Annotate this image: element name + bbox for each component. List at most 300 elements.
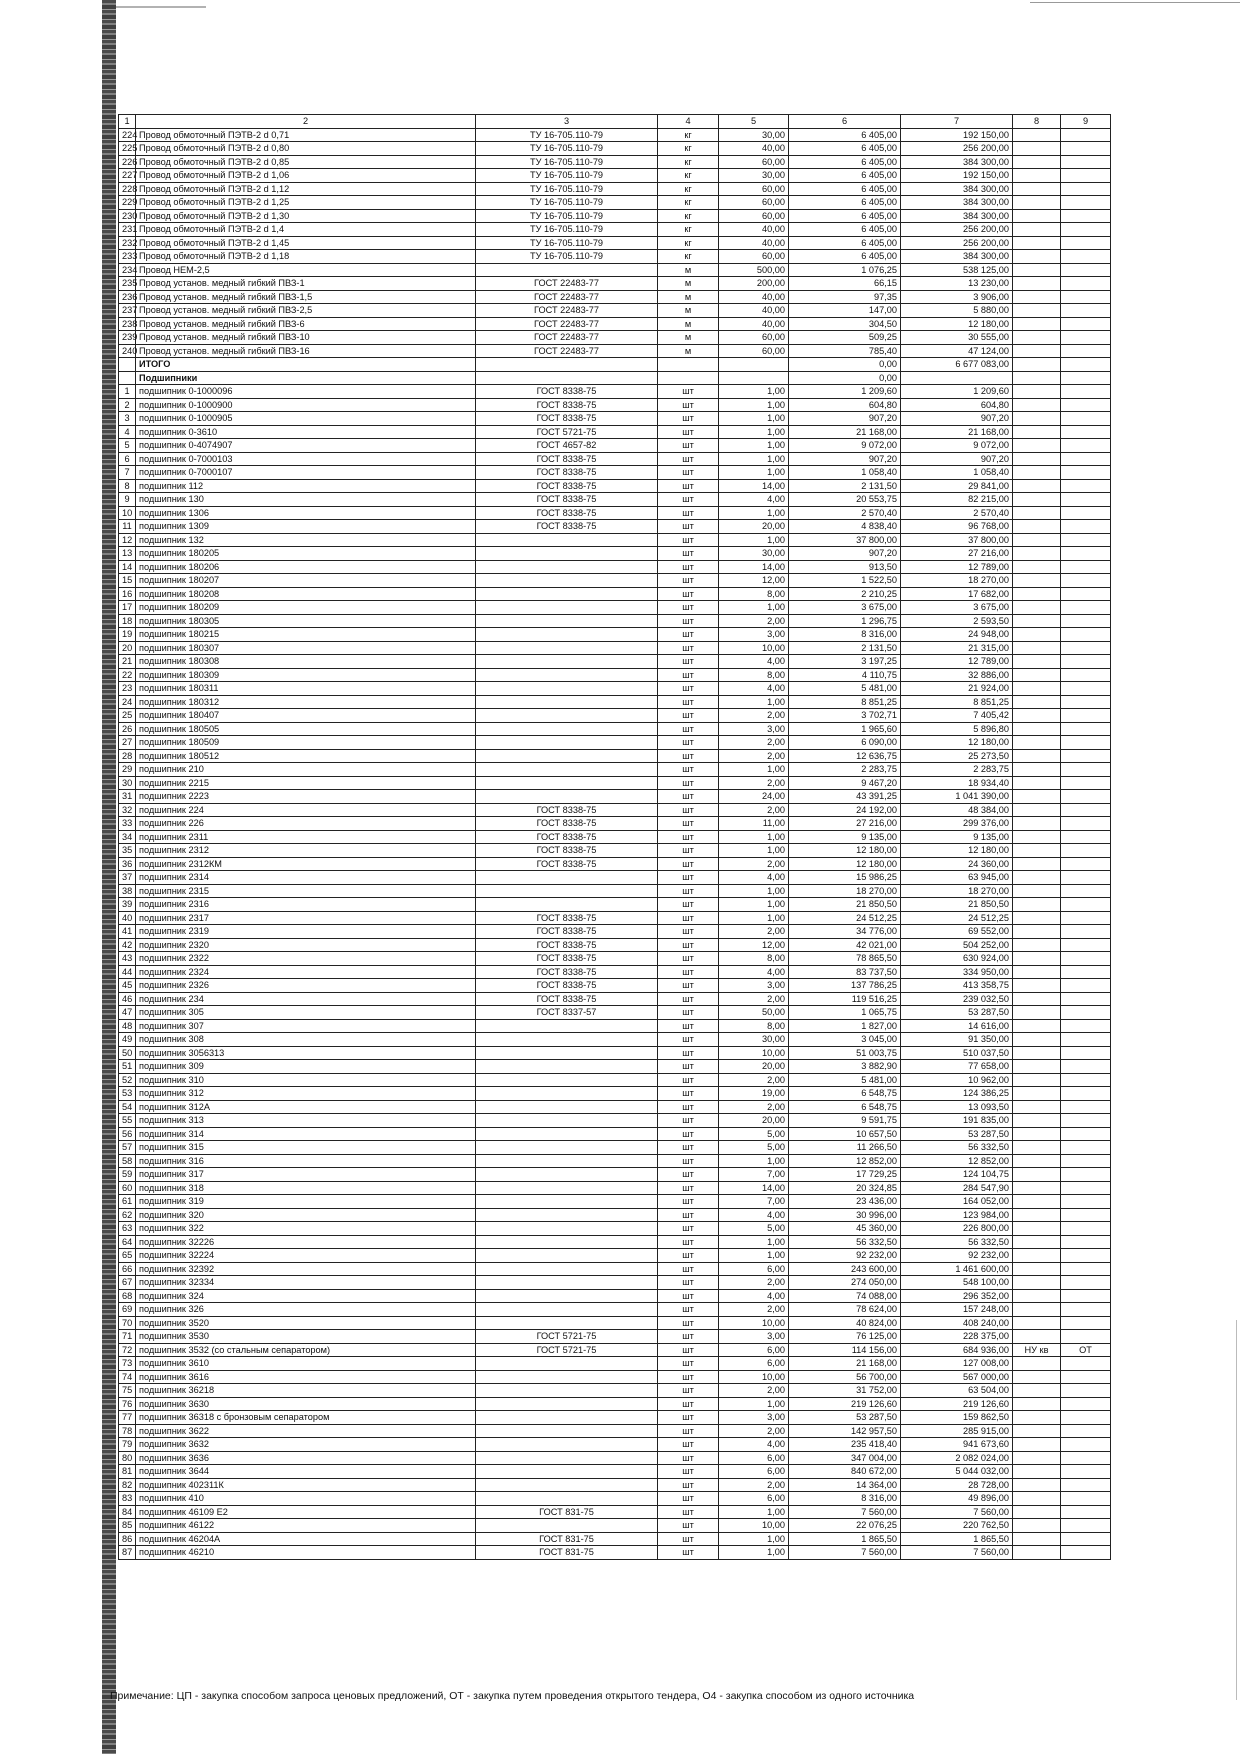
total-cell: 6 677 083,00 <box>901 358 1013 372</box>
col-9-cell <box>1061 304 1111 318</box>
row-number-cell: 71 <box>119 1330 136 1344</box>
table-row <box>119 466 1111 480</box>
row-number-cell <box>119 371 136 385</box>
quantity-cell: 40,00 <box>719 142 789 156</box>
total-cell: 408 240,00 <box>901 1316 1013 1330</box>
item-name-cell: Провод установ. медный гибкий ПВЗ-6 <box>136 317 476 331</box>
table-row <box>119 1195 1111 1209</box>
standard-cell <box>476 1019 658 1033</box>
quantity-cell: 40,00 <box>719 223 789 237</box>
col-9-cell <box>1061 817 1111 831</box>
col-8-cell <box>1013 574 1061 588</box>
unit-cell: кг <box>658 169 719 183</box>
unit-cell: шт <box>658 776 719 790</box>
quantity-cell: 2,00 <box>719 857 789 871</box>
row-number-cell: 22 <box>119 668 136 682</box>
row-number-cell: 60 <box>119 1181 136 1195</box>
unit-cell: шт <box>658 709 719 723</box>
total-cell: 157 248,00 <box>901 1303 1013 1317</box>
unit-price-cell: 14 364,00 <box>789 1478 901 1492</box>
table-row <box>119 979 1111 993</box>
table-row <box>119 1100 1111 1114</box>
table-row <box>119 1424 1111 1438</box>
item-name-cell: подшипник 3644 <box>136 1465 476 1479</box>
col-8-cell: НУ кв <box>1013 1343 1061 1357</box>
total-cell: 30 555,00 <box>901 331 1013 345</box>
item-name-cell: подшипник 234 <box>136 992 476 1006</box>
quantity-cell: 14,00 <box>719 560 789 574</box>
col-8-cell <box>1013 250 1061 264</box>
standard-cell <box>476 1316 658 1330</box>
total-cell: 220 762,50 <box>901 1519 1013 1533</box>
standard-cell <box>476 1478 658 1492</box>
standard-cell <box>476 695 658 709</box>
quantity-cell: 2,00 <box>719 709 789 723</box>
row-number-cell: 236 <box>119 290 136 304</box>
unit-price-cell: 604,80 <box>789 398 901 412</box>
col-8-cell <box>1013 358 1061 372</box>
quantity-cell: 24,00 <box>719 790 789 804</box>
quantity-cell: 60,00 <box>719 182 789 196</box>
item-name-cell: подшипник 0-7000103 <box>136 452 476 466</box>
unit-price-cell: 10 657,50 <box>789 1127 901 1141</box>
item-name-cell: подшипник 180209 <box>136 601 476 615</box>
procurement-table <box>118 114 1111 1560</box>
item-name-cell: подшипник 2320 <box>136 938 476 952</box>
unit-price-cell: 1 296,75 <box>789 614 901 628</box>
standard-cell: ГОСТ 8338-75 <box>476 992 658 1006</box>
unit-price-cell: 2 283,75 <box>789 763 901 777</box>
unit-cell: шт <box>658 1303 719 1317</box>
unit-cell: кг <box>658 223 719 237</box>
quantity-cell: 1,00 <box>719 695 789 709</box>
unit-cell: шт <box>658 844 719 858</box>
total-cell: 77 658,00 <box>901 1060 1013 1074</box>
total-cell: 3 906,00 <box>901 290 1013 304</box>
unit-cell: шт <box>658 763 719 777</box>
row-number-cell: 36 <box>119 857 136 871</box>
table-row <box>119 1087 1111 1101</box>
unit-price-cell: 6 405,00 <box>789 196 901 210</box>
unit-price-cell: 1 065,75 <box>789 1006 901 1020</box>
standard-cell: ГОСТ 8338-75 <box>476 466 658 480</box>
standard-cell: ТУ 16-705.110-79 <box>476 236 658 250</box>
item-name-cell: подшипник 180512 <box>136 749 476 763</box>
row-number-cell: 28 <box>119 749 136 763</box>
total-cell: 12 180,00 <box>901 844 1013 858</box>
item-name-cell: подшипник 410 <box>136 1492 476 1506</box>
col-9-cell <box>1061 1357 1111 1371</box>
standard-cell <box>476 1276 658 1290</box>
unit-cell: шт <box>658 466 719 480</box>
quantity-cell: 10,00 <box>719 1316 789 1330</box>
quantity-cell: 60,00 <box>719 155 789 169</box>
standard-cell: ГОСТ 831-75 <box>476 1505 658 1519</box>
quantity-cell: 4,00 <box>719 1438 789 1452</box>
table-row <box>119 1370 1111 1384</box>
col-8-cell <box>1013 1411 1061 1425</box>
row-number-cell: 226 <box>119 155 136 169</box>
table-row <box>119 776 1111 790</box>
col-9-cell <box>1061 479 1111 493</box>
table-row <box>119 736 1111 750</box>
unit-cell: шт <box>658 655 719 669</box>
table-row <box>119 830 1111 844</box>
unit-cell: шт <box>658 1478 719 1492</box>
col-8-cell <box>1013 304 1061 318</box>
quantity-cell: 1,00 <box>719 844 789 858</box>
table-row <box>119 641 1111 655</box>
unit-cell: шт <box>658 1276 719 1290</box>
unit-price-cell: 6 405,00 <box>789 236 901 250</box>
table-row <box>119 655 1111 669</box>
quantity-cell: 40,00 <box>719 304 789 318</box>
standard-cell: ГОСТ 8337-57 <box>476 1006 658 1020</box>
col-8-cell <box>1013 1370 1061 1384</box>
unit-cell: шт <box>658 1235 719 1249</box>
unit-cell: шт <box>658 614 719 628</box>
unit-price-cell: 1 209,60 <box>789 385 901 399</box>
quantity-cell: 6,00 <box>719 1262 789 1276</box>
standard-cell: ТУ 16-705.110-79 <box>476 223 658 237</box>
col-9-cell <box>1061 1046 1111 1060</box>
quantity-cell: 1,00 <box>719 1546 789 1560</box>
row-number-cell: 18 <box>119 614 136 628</box>
col-8-cell <box>1013 506 1061 520</box>
quantity-cell: 20,00 <box>719 1060 789 1074</box>
total-cell: 284 547,90 <box>901 1181 1013 1195</box>
scan-right-line <box>1236 1320 1237 1700</box>
standard-cell <box>476 1208 658 1222</box>
row-number-cell: 26 <box>119 722 136 736</box>
row-number-cell: 232 <box>119 236 136 250</box>
row-number-cell: 53 <box>119 1087 136 1101</box>
unit-price-cell: 1 865,50 <box>789 1532 901 1546</box>
standard-cell <box>476 682 658 696</box>
item-name-cell: подшипник 2312 <box>136 844 476 858</box>
table-row <box>119 1343 1111 1357</box>
standard-cell <box>476 1303 658 1317</box>
table-row <box>119 884 1111 898</box>
total-cell: 256 200,00 <box>901 236 1013 250</box>
quantity-cell: 14,00 <box>719 479 789 493</box>
unit-cell: шт <box>658 1208 719 1222</box>
row-number-cell: 19 <box>119 628 136 642</box>
table-row <box>119 790 1111 804</box>
col-9-cell <box>1061 992 1111 1006</box>
unit-cell: шт <box>658 1384 719 1398</box>
quantity-cell: 2,00 <box>719 749 789 763</box>
table-row <box>119 1060 1111 1074</box>
col-9-cell <box>1061 898 1111 912</box>
unit-price-cell: 92 232,00 <box>789 1249 901 1263</box>
quantity-cell: 1,00 <box>719 911 789 925</box>
item-name-cell: подшипник 32224 <box>136 1249 476 1263</box>
col-9-cell <box>1061 1546 1111 1560</box>
total-cell: 127 008,00 <box>901 1357 1013 1371</box>
table-row <box>119 817 1111 831</box>
total-cell: 941 673,60 <box>901 1438 1013 1452</box>
col-8-cell <box>1013 1262 1061 1276</box>
item-name-cell: подшипник 180407 <box>136 709 476 723</box>
table-row <box>119 236 1111 250</box>
item-name-cell: подшипник 318 <box>136 1181 476 1195</box>
col-8-cell <box>1013 1154 1061 1168</box>
scan-top-right-line <box>1030 2 1240 3</box>
item-name-cell: подшипник 224 <box>136 803 476 817</box>
header-cell-7: 7 <box>901 115 1013 129</box>
unit-cell: шт <box>658 1168 719 1182</box>
standard-cell <box>476 533 658 547</box>
col-9-cell <box>1061 641 1111 655</box>
quantity-cell: 1,00 <box>719 1154 789 1168</box>
unit-cell: шт <box>658 1411 719 1425</box>
standard-cell <box>476 1033 658 1047</box>
unit-cell: шт <box>658 601 719 615</box>
table-row <box>119 1208 1111 1222</box>
standard-cell: ТУ 16-705.110-79 <box>476 128 658 142</box>
unit-cell: шт <box>658 1370 719 1384</box>
unit-cell: м <box>658 344 719 358</box>
row-number-cell: 6 <box>119 452 136 466</box>
standard-cell <box>476 601 658 615</box>
total-cell: 124 386,25 <box>901 1087 1013 1101</box>
row-number-cell: 20 <box>119 641 136 655</box>
standard-cell <box>476 722 658 736</box>
unit-cell: шт <box>658 560 719 574</box>
total-cell: 9 135,00 <box>901 830 1013 844</box>
unit-cell: шт <box>658 1330 719 1344</box>
unit-price-cell: 78 865,50 <box>789 952 901 966</box>
standard-cell <box>476 358 658 372</box>
unit-cell: шт <box>658 1343 719 1357</box>
unit-price-cell: 8 851,25 <box>789 695 901 709</box>
standard-cell: ГОСТ 831-75 <box>476 1532 658 1546</box>
row-number-cell: 74 <box>119 1370 136 1384</box>
table-row <box>119 331 1111 345</box>
row-number-cell: 69 <box>119 1303 136 1317</box>
unit-price-cell: 219 126,60 <box>789 1397 901 1411</box>
col-9-cell <box>1061 1033 1111 1047</box>
col-9-cell <box>1061 1438 1111 1452</box>
standard-cell <box>476 1397 658 1411</box>
unit-price-cell: 6 405,00 <box>789 169 901 183</box>
quantity-cell: 2,00 <box>719 1303 789 1317</box>
item-name-cell: подшипник 32334 <box>136 1276 476 1290</box>
standard-cell <box>476 1424 658 1438</box>
table-row <box>119 1411 1111 1425</box>
col-9-cell <box>1061 925 1111 939</box>
table-row <box>119 169 1111 183</box>
unit-cell: м <box>658 277 719 291</box>
unit-price-cell: 6 405,00 <box>789 250 901 264</box>
table-row <box>119 452 1111 466</box>
row-number-cell: 43 <box>119 952 136 966</box>
item-name-cell: подшипник 180505 <box>136 722 476 736</box>
standard-cell <box>476 736 658 750</box>
unit-cell: шт <box>658 479 719 493</box>
total-cell: 192 150,00 <box>901 169 1013 183</box>
table-row <box>119 803 1111 817</box>
item-name-cell: подшипник 305 <box>136 1006 476 1020</box>
item-name-cell: подшипник 320 <box>136 1208 476 1222</box>
row-number-cell: 16 <box>119 587 136 601</box>
standard-cell <box>476 1222 658 1236</box>
unit-price-cell: 274 050,00 <box>789 1276 901 1290</box>
standard-cell <box>476 1492 658 1506</box>
table-row <box>119 965 1111 979</box>
col-8-cell <box>1013 1424 1061 1438</box>
unit-price-cell: 6 090,00 <box>789 736 901 750</box>
standard-cell: ГОСТ 8338-75 <box>476 493 658 507</box>
table-row <box>119 1357 1111 1371</box>
col-9-cell <box>1061 344 1111 358</box>
total-cell: 32 886,00 <box>901 668 1013 682</box>
unit-cell: шт <box>658 439 719 453</box>
unit-price-cell: 6 405,00 <box>789 223 901 237</box>
unit-price-cell: 31 752,00 <box>789 1384 901 1398</box>
unit-cell: шт <box>658 1060 719 1074</box>
unit-price-cell: 21 168,00 <box>789 1357 901 1371</box>
item-name-cell: подшипник 2324 <box>136 965 476 979</box>
row-number-cell: 10 <box>119 506 136 520</box>
table-row <box>119 493 1111 507</box>
unit-cell <box>658 358 719 372</box>
quantity-cell: 2,00 <box>719 925 789 939</box>
item-name-cell: Провод обмоточный ПЭТВ-2 d 1,25 <box>136 196 476 210</box>
col-9-cell <box>1061 749 1111 763</box>
col-8-cell <box>1013 925 1061 939</box>
col-9-cell <box>1061 1087 1111 1101</box>
row-number-cell: 47 <box>119 1006 136 1020</box>
standard-cell: ГОСТ 8338-75 <box>476 857 658 871</box>
unit-cell: шт <box>658 1397 719 1411</box>
header-cell-1: 1 <box>119 115 136 129</box>
col-9-cell <box>1061 614 1111 628</box>
total-cell: 548 100,00 <box>901 1276 1013 1290</box>
table-row <box>119 1505 1111 1519</box>
item-name-cell: Провод установ. медный гибкий ПВЗ-2,5 <box>136 304 476 318</box>
quantity-cell: 2,00 <box>719 1478 789 1492</box>
col-9-cell <box>1061 155 1111 169</box>
quantity-cell: 2,00 <box>719 736 789 750</box>
standard-cell <box>476 1154 658 1168</box>
col-8-cell <box>1013 763 1061 777</box>
col-9-cell <box>1061 1289 1111 1303</box>
col-9-cell <box>1061 722 1111 736</box>
unit-cell: шт <box>658 1262 719 1276</box>
unit-cell: шт <box>658 1424 719 1438</box>
col-9-cell <box>1061 1262 1111 1276</box>
total-cell: 5 896,80 <box>901 722 1013 736</box>
table-row <box>119 1127 1111 1141</box>
table-row <box>119 358 1111 372</box>
unit-cell: м <box>658 317 719 331</box>
col-8-cell <box>1013 871 1061 885</box>
standard-cell <box>476 871 658 885</box>
table-row <box>119 1303 1111 1317</box>
item-name-cell: Провод установ. медный гибкий ПВЗ-10 <box>136 331 476 345</box>
col-9-cell <box>1061 425 1111 439</box>
quantity-cell: 60,00 <box>719 196 789 210</box>
col-8-cell <box>1013 1384 1061 1398</box>
unit-price-cell: 2 210,25 <box>789 587 901 601</box>
quantity-cell: 8,00 <box>719 952 789 966</box>
standard-cell: ТУ 16-705.110-79 <box>476 142 658 156</box>
unit-price-cell: 137 786,25 <box>789 979 901 993</box>
table-row <box>119 871 1111 885</box>
unit-price-cell: 509,25 <box>789 331 901 345</box>
table-row <box>119 992 1111 1006</box>
standard-cell: ГОСТ 831-75 <box>476 1546 658 1560</box>
unit-cell: кг <box>658 182 719 196</box>
table-row <box>119 574 1111 588</box>
row-number-cell: 3 <box>119 412 136 426</box>
item-name-cell: подшипник 46109 Е2 <box>136 1505 476 1519</box>
unit-price-cell: 907,20 <box>789 412 901 426</box>
col-9-cell <box>1061 1330 1111 1344</box>
table-row <box>119 911 1111 925</box>
item-name-cell: подшипник 312А <box>136 1100 476 1114</box>
col-9-cell <box>1061 857 1111 871</box>
table-row <box>119 560 1111 574</box>
unit-price-cell: 913,50 <box>789 560 901 574</box>
row-number-cell: 233 <box>119 250 136 264</box>
col-8-cell <box>1013 898 1061 912</box>
col-8-cell <box>1013 547 1061 561</box>
unit-cell: м <box>658 290 719 304</box>
col-8-cell <box>1013 1532 1061 1546</box>
quantity-cell: 40,00 <box>719 236 789 250</box>
col-9-cell <box>1061 628 1111 642</box>
total-cell: 12 789,00 <box>901 560 1013 574</box>
row-number-cell: 70 <box>119 1316 136 1330</box>
col-9-cell <box>1061 1370 1111 1384</box>
unit-cell: шт <box>658 412 719 426</box>
row-number-cell: 27 <box>119 736 136 750</box>
col-8-cell <box>1013 1303 1061 1317</box>
table-row <box>119 763 1111 777</box>
quantity-cell: 1,00 <box>719 1235 789 1249</box>
row-number-cell: 35 <box>119 844 136 858</box>
row-number-cell: 31 <box>119 790 136 804</box>
col-9-cell <box>1061 1235 1111 1249</box>
item-name-cell: подшипник 0-4074907 <box>136 439 476 453</box>
total-cell: 124 104,75 <box>901 1168 1013 1182</box>
col-8-cell <box>1013 196 1061 210</box>
unit-price-cell: 37 800,00 <box>789 533 901 547</box>
standard-cell: ГОСТ 8338-75 <box>476 965 658 979</box>
unit-cell: шт <box>658 493 719 507</box>
total-cell: 13 093,50 <box>901 1100 1013 1114</box>
col-8-cell <box>1013 641 1061 655</box>
standard-cell <box>476 1127 658 1141</box>
table-row <box>119 1532 1111 1546</box>
col-8-cell <box>1013 1276 1061 1290</box>
unit-cell: шт <box>658 884 719 898</box>
row-number-cell: 1 <box>119 385 136 399</box>
quantity-cell: 5,00 <box>719 1141 789 1155</box>
standard-cell <box>476 560 658 574</box>
total-cell: 504 252,00 <box>901 938 1013 952</box>
table-row <box>119 1316 1111 1330</box>
quantity-cell: 2,00 <box>719 1384 789 1398</box>
col-9-cell <box>1061 1451 1111 1465</box>
total-cell: 18 270,00 <box>901 884 1013 898</box>
item-name-cell: подшипник 180311 <box>136 682 476 696</box>
standard-cell: ТУ 16-705.110-79 <box>476 196 658 210</box>
unit-price-cell: 3 675,00 <box>789 601 901 615</box>
